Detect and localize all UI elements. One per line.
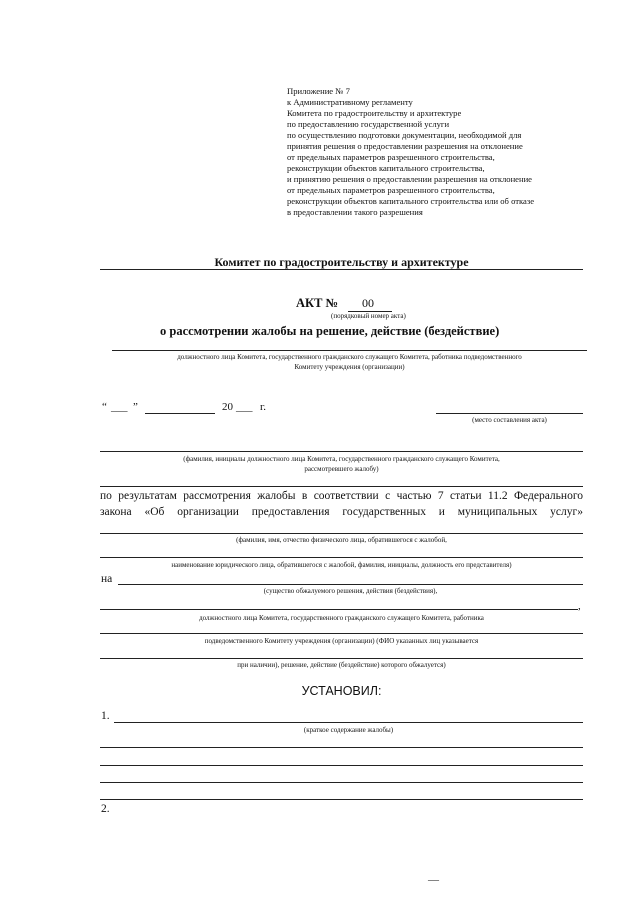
official-b-caption-3: при наличии), решение, действие (бездействие) которого обжалуется) [237, 661, 446, 669]
official-b-rule-3 [100, 658, 583, 659]
body-text-line-1: по результатам рассмотрения жалобы в соответствии с частью 7 статьи 11.2 Федерального [100, 490, 583, 502]
reviewer-caption-2: рассмотревшего жалобу) [304, 465, 379, 473]
official-caption: должностного лица Комитета, государственного гражданского служащего Комитета, работника подведомственного [177, 353, 522, 361]
summary-rule [100, 799, 583, 800]
reviewer-rule [100, 451, 583, 452]
header-line: по осуществлению подготовки документации, необходимой для [287, 130, 522, 140]
official-b-caption-1: должностного лица Комитета, государственного гражданского служащего Комитета, работника [199, 614, 484, 622]
date-year-suffix: г. [260, 401, 267, 413]
date-day-blank: ___ [111, 401, 128, 413]
reviewer-caption: (фамилия, инициалы должностного лица Комитета, государственного гражданского служащего Комитета, [183, 455, 500, 463]
body-text-line-2: закона «Об организации предоставления государственных и муниципальных услуг» [100, 506, 583, 518]
committee-title: Комитет по градостроительству и архитектуре [214, 255, 469, 269]
official-b-caption-2: подведомственного Комитету учреждения (организации) (ФИО указанных лиц указывается [204, 637, 479, 645]
date-month-rule [145, 413, 215, 414]
header-line: Приложение № 7 [287, 86, 350, 96]
legal-rule [100, 557, 583, 558]
comma: , [578, 600, 581, 612]
person-caption: (фамилия, имя, отчество физического лица, обратившегося с жалобой, [236, 536, 447, 544]
act-subject: о рассмотрении жалобы на решение, действие (бездействие) [160, 324, 500, 338]
item-2-number: 2. [101, 803, 110, 815]
summary-rule [100, 765, 583, 766]
header-line: в предоставлении такого разрешения [287, 207, 423, 217]
item-1-number: 1. [101, 710, 110, 722]
header-line: принятия решения о предоставлении разрешения на отклонение [287, 141, 523, 151]
summary-rule [100, 747, 583, 748]
date-close-quote: ” [133, 401, 138, 413]
date-year-blank: ___ [236, 401, 253, 413]
official-b-rule-2 [100, 633, 583, 634]
summary-caption: (краткое содержание жалобы) [303, 726, 394, 734]
footer-mark: — [428, 874, 439, 886]
legal-caption: наименование юридического лица, обратившегося с жалобой, фамилия, инициалы, должность его представителя) [171, 561, 512, 569]
date-year-prefix: 20 [222, 401, 233, 413]
committee-rule [100, 269, 583, 270]
header-line: и принятию решения о предоставлении разрешения на отклонение [287, 174, 533, 184]
ustanovil-heading: УСТАНОВИЛ: [301, 684, 382, 698]
decision-rule [118, 584, 583, 585]
header-line: реконструкции объектов капитального строительства или об отказе [287, 196, 535, 206]
official-caption-2: Комитету учреждения (организации) [294, 363, 405, 371]
reviewer-rule-2 [100, 486, 583, 487]
header-line: по предоставлению государственной услуги [287, 119, 450, 129]
act-number: 00 [362, 296, 374, 310]
item-1-rule [114, 722, 583, 723]
na-label: на [101, 573, 113, 585]
place-caption: (место составления акта) [472, 416, 547, 424]
person-rule [100, 533, 583, 534]
header-line: реконструкции объектов капитального строительства, [287, 163, 485, 173]
act-label: АКТ № [296, 296, 339, 310]
summary-rule [100, 782, 583, 783]
header-line: от предельных параметров разрешенного строительства, [287, 152, 495, 162]
act-number-caption: (порядковый номер акта) [331, 312, 406, 320]
official-b-rule [100, 609, 578, 610]
place-rule [436, 413, 583, 414]
header-line: к Административному регламенту [287, 97, 413, 107]
header-line: Комитета по градостроительству и архитектуре [287, 108, 462, 118]
header-line: от предельных параметров разрешенного строительства, [287, 185, 495, 195]
official-rule [112, 350, 587, 351]
date-open-quote: “ [102, 401, 107, 413]
decision-caption: (существо обжалуемого решения, действия (бездействия), [263, 587, 438, 595]
